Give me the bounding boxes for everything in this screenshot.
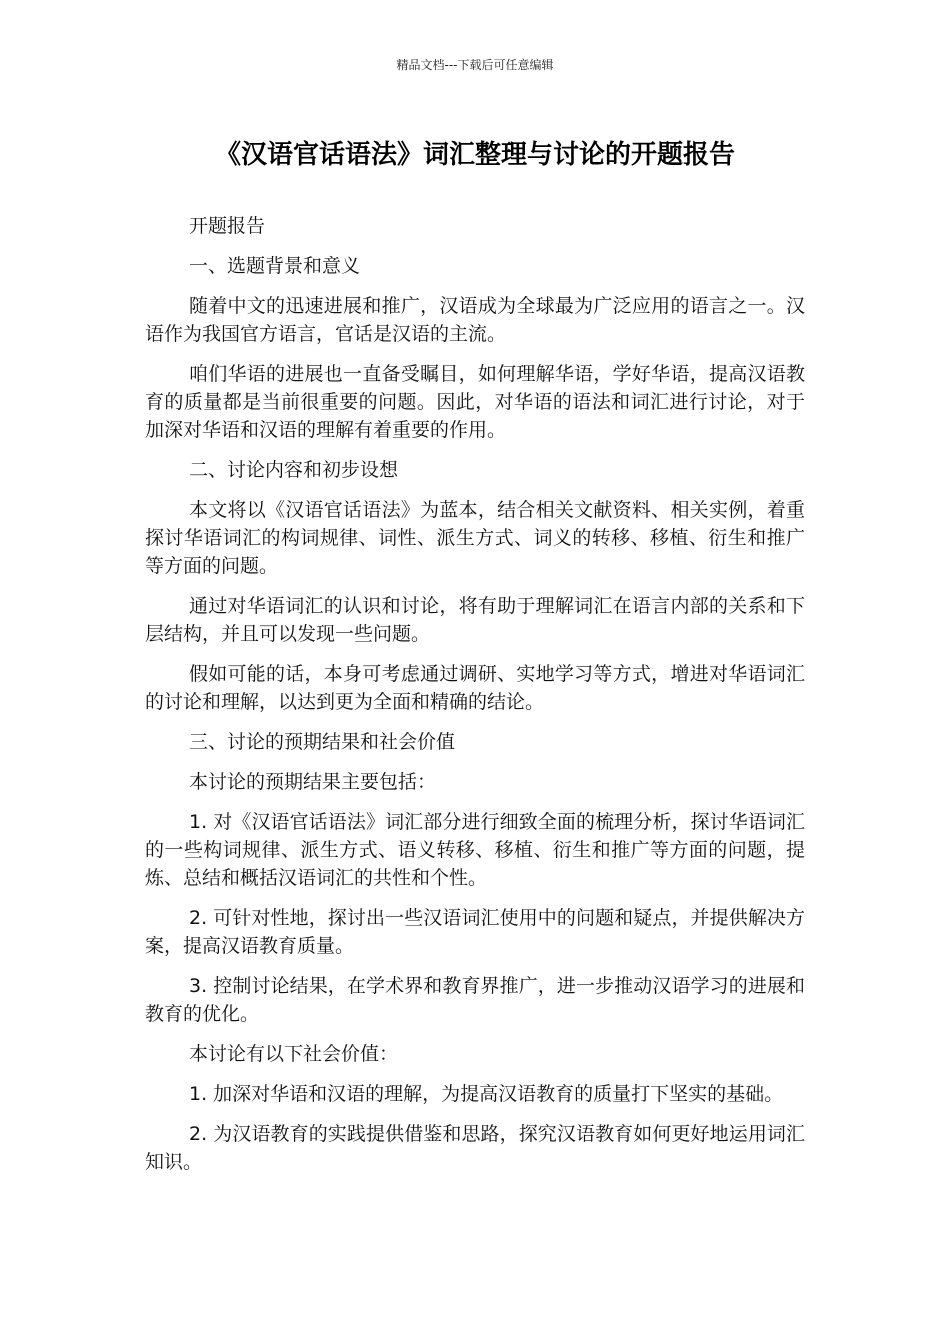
document-title: 《汉语官话语法》词汇整理与讨论的开题报告 (214, 140, 735, 170)
paragraph: 通过对华语词汇的认识和讨论，将有助于理解词汇在语言内部的关系和下层结构，并且可以发现一些问题。 (145, 595, 805, 645)
paragraph: 咱们华语的进展也一直备受瞩目，如何理解华语，学好华语，提高汉语教育的质量都是当前很重要的问题。因此，对华语的语法和词汇进行讨论，对于加深对华语和汉语的理解有着重要的作用。 (145, 363, 805, 441)
list-item: 2. 为汉语教育的实践提供借鉴和思路，探究汉语教育如何更好地运用词汇知识。 (145, 1123, 805, 1173)
paragraph: 假如可能的话，本身可考虑通过调研、实地学习等方式，增进对华语词汇的讨论和理解，以达到更为全面和精确的结论。 (145, 663, 805, 713)
paragraph: 随着中文的迅速进展和推广，汉语成为全球最为广泛应用的语言之一。汉语作为我国官方语言，官话是汉语的主流。 (145, 295, 805, 345)
list-item: 3. 控制讨论结果，在学术界和教育界推广，进一步推动汉语学习的进展和教育的优化。 (145, 975, 805, 1025)
header-note: 精品文档---下载后可任意编辑 (396, 58, 554, 72)
paragraph-report-label: 开题报告 (189, 215, 266, 237)
section-heading-background: 一、选题背景和意义 (189, 255, 361, 277)
section-heading-results: 三、讨论的预期结果和社会价值 (189, 731, 456, 753)
section-heading-content: 二、讨论内容和初步设想 (189, 459, 399, 481)
paragraph: 本讨论有以下社会价值： (189, 1043, 399, 1065)
list-item: 2. 可针对性地，探讨出一些汉语词汇使用中的问题和疑点，并提供解决方案，提高汉语教育质量。 (145, 907, 805, 957)
paragraph: 本文将以《汉语官话语法》为蓝本，结合相关文献资料、相关实例，着重探讨华语词汇的构词规律、词性、派生方式、词义的转移、移植、衍生和推广等方面的问题。 (145, 499, 805, 577)
document-body (145, 212, 805, 1188)
list-item: 1. 加深对华语和汉语的理解，为提高汉语教育的质量打下坚实的基础。 (189, 1083, 784, 1105)
list-item: 1. 对《汉语官话语法》词汇部分进行细致全面的梳理分析，探讨华语词汇的一些构词规律、派生方式、语义转移、移植、衍生和推广等方面的问题，提炼、总结和概括汉语词汇的共性和个性。 (145, 811, 805, 889)
paragraph: 本讨论的预期结果主要包括： (189, 771, 437, 793)
